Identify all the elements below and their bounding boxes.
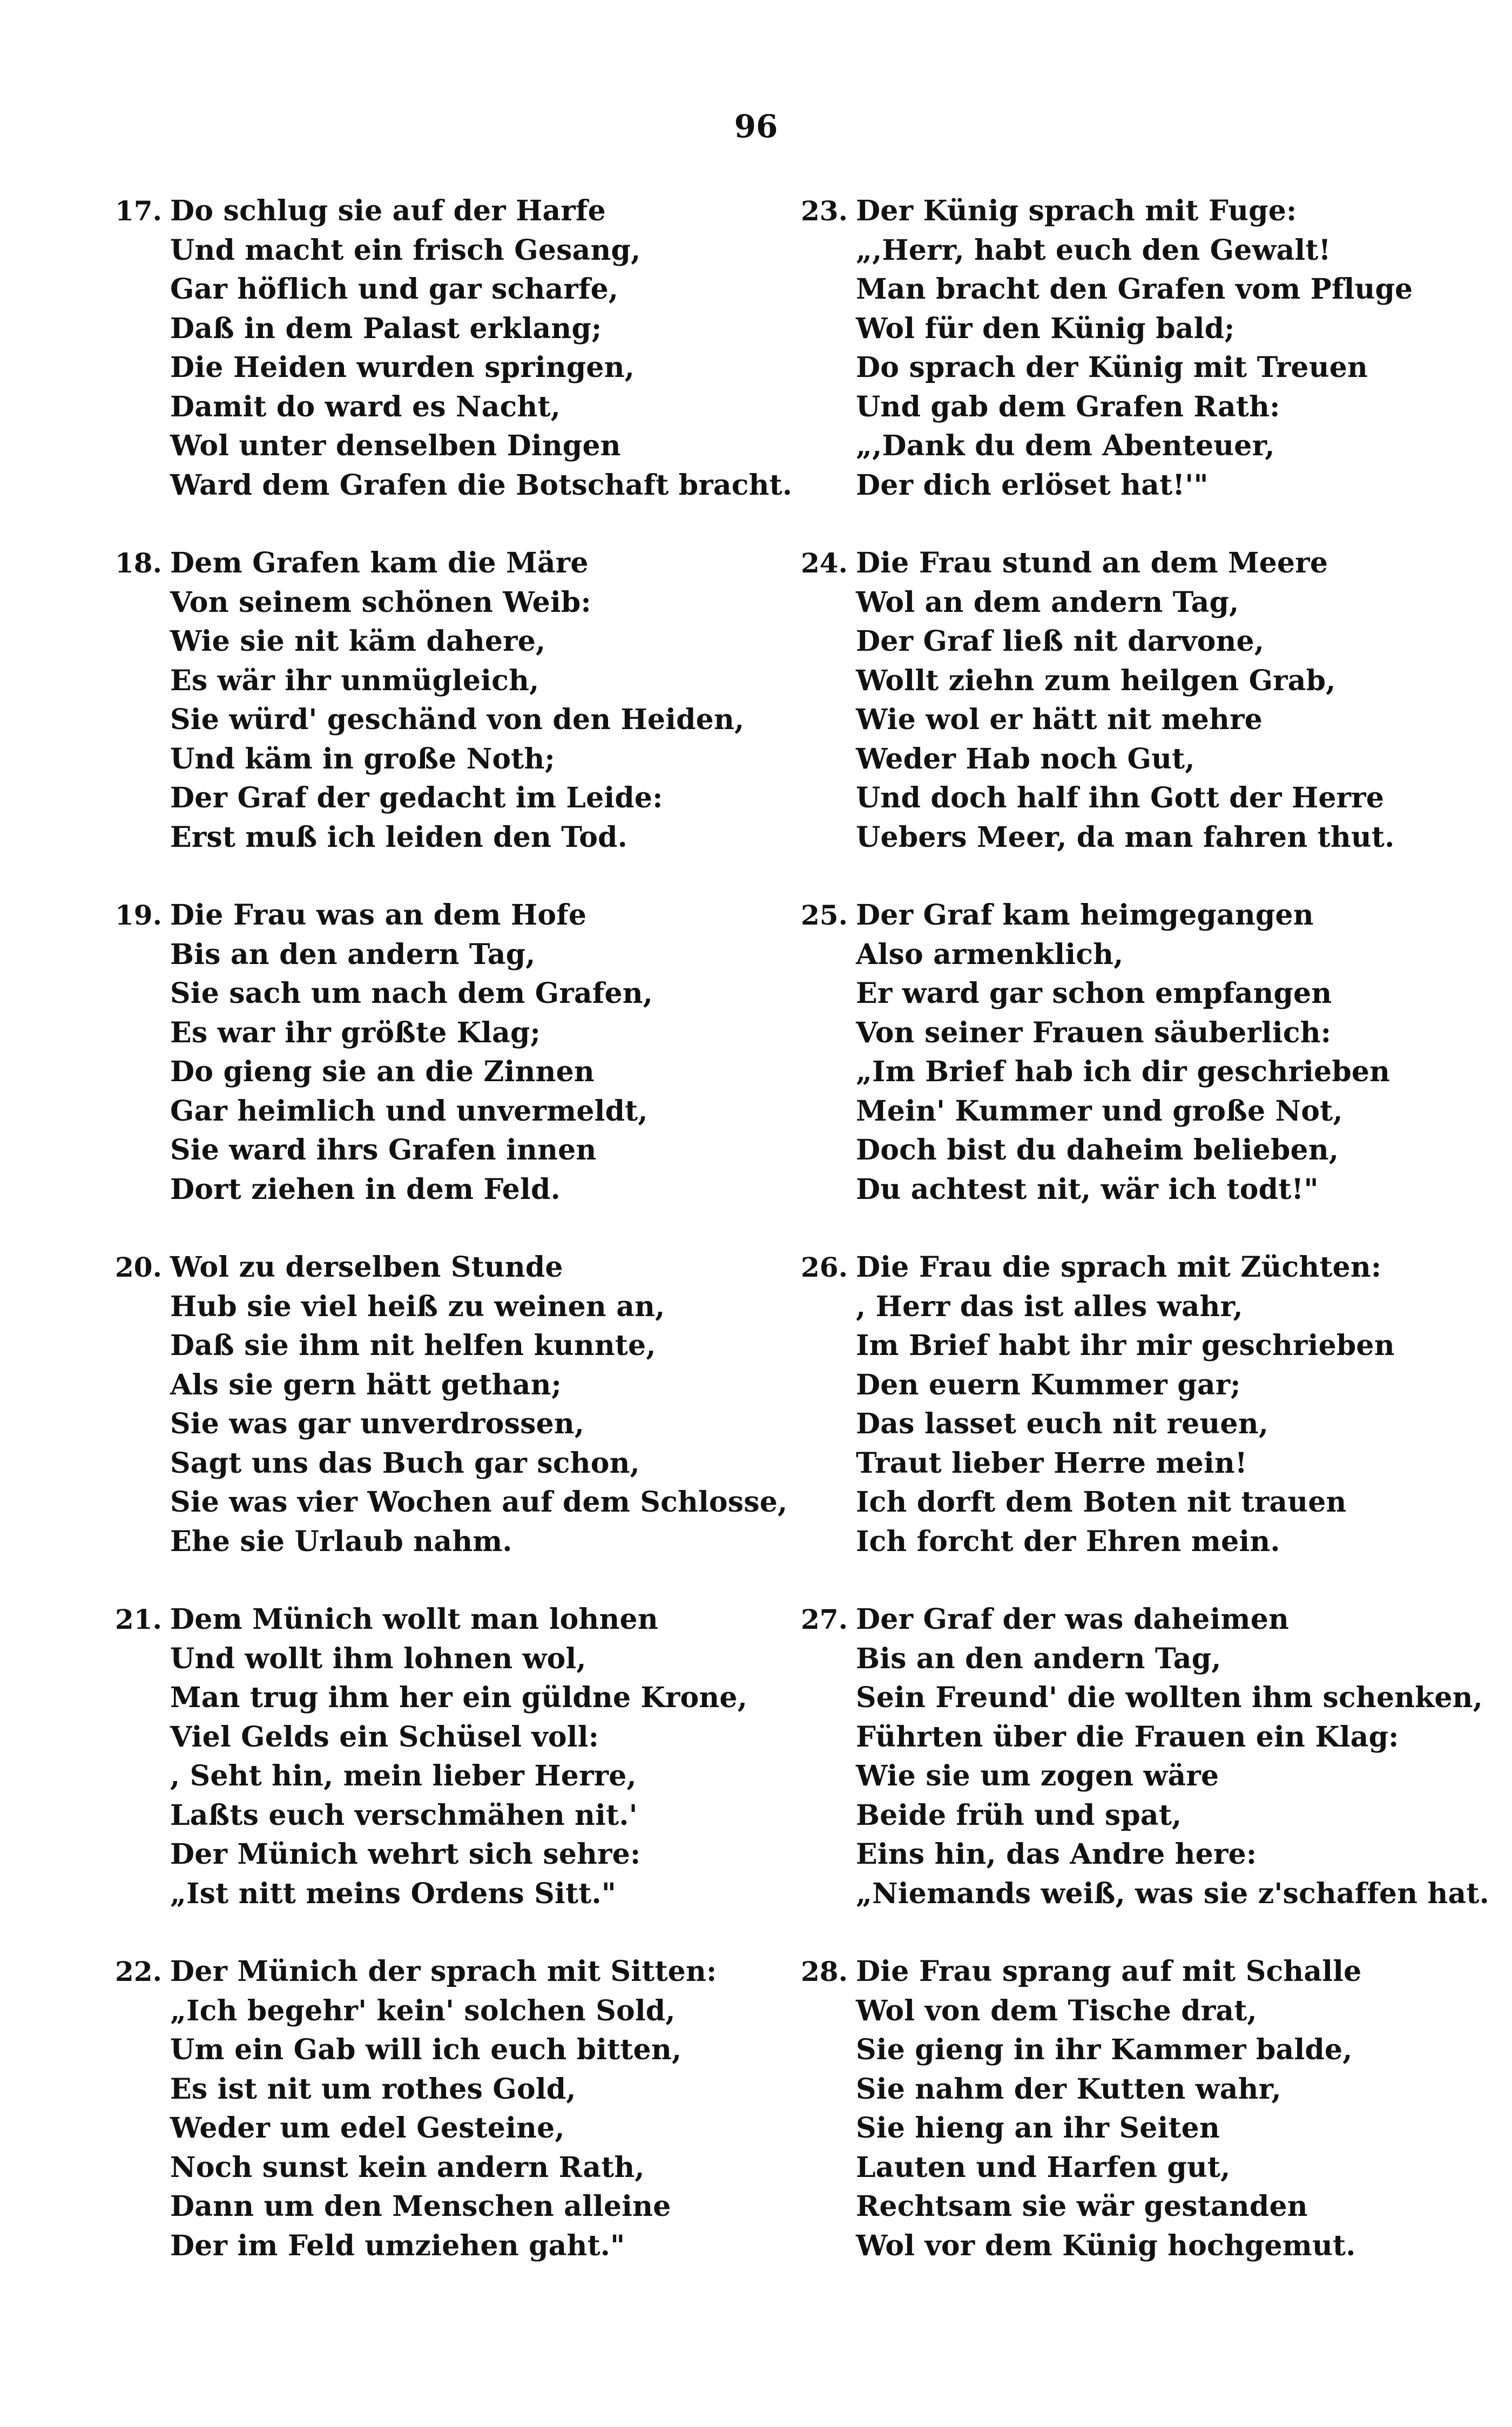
stanza-lines <box>856 1600 1489 1913</box>
verse-line: Also armenklich, <box>856 938 1124 971</box>
verse-line: „Ich begehr' kein' solchen Sold, <box>170 1994 676 2027</box>
verse-line: Traut lieber Herre mein! <box>856 1446 1247 1480</box>
verse-line: Er ward gar schon empfangen <box>856 977 1332 1010</box>
verse-line: Wol für den Künig bald; <box>856 312 1235 345</box>
verse-line: „Im Brief hab ich dir geschrieben <box>856 1055 1390 1088</box>
verse-line: Uebers Meer, da man fahren thut. <box>856 820 1395 854</box>
verse-line: Führten über die Frauen ein Klag: <box>856 1720 1399 1754</box>
verse-line: Weder Hab noch Gut, <box>856 742 1195 776</box>
stanza-lines <box>170 1952 717 2266</box>
stanza-number: 22. <box>115 1956 162 1987</box>
verse-line: „,Dank du dem Abenteuer, <box>856 429 1275 462</box>
verse-line: Sie würd' geschänd von den Heiden, <box>170 703 745 736</box>
verse-line: Die Frau stund an dem Meere <box>856 547 1328 579</box>
verse-line: Bis an den andern Tag, <box>856 1642 1221 1675</box>
right-column <box>788 192 1489 2304</box>
verse-line: Wol zu derselben Stunde <box>170 1251 563 1284</box>
verse-line: Die Frau die sprach mit Züchten: <box>856 1251 1382 1284</box>
stanza <box>788 1248 1426 1561</box>
stanza <box>103 1600 748 1913</box>
verse-line: Dann um den Menschen alleine <box>170 2190 671 2223</box>
verse-line: Der Münich der sprach mit Sitten: <box>170 1955 717 1988</box>
stanza-number: 17. <box>115 195 162 227</box>
stanza-number: 19. <box>115 899 162 931</box>
stanza-lines <box>170 1248 787 1561</box>
verse-line: Wie wol er hätt nit mehre <box>856 703 1263 736</box>
verse-line: Hub sie viel heiß zu weinen an, <box>170 1290 665 1323</box>
stanza-number: 27. <box>801 1603 848 1635</box>
verse-line: Im Brief habt ihr mir geschrieben <box>856 1329 1395 1362</box>
verse-line: Es wär ihr unmügleich, <box>170 664 539 697</box>
verse-line: Das lasset euch nit reuen, <box>856 1407 1268 1440</box>
verse-line: Von seiner Frauen säuberlich: <box>856 1016 1332 1049</box>
page-number: 96 <box>734 108 778 145</box>
verse-line: Dem Grafen kam die Märe <box>170 547 589 579</box>
stanza <box>103 192 793 505</box>
stanza-lines <box>856 1952 1361 2266</box>
stanza-lines <box>170 1600 747 1913</box>
verse-line: Und macht ein frisch Gesang, <box>170 233 641 267</box>
verse-line: Du achtest nit, wär ich todt!" <box>856 1172 1319 1206</box>
stanza-number: 26. <box>801 1251 848 1283</box>
stanza-lines <box>856 896 1390 1209</box>
verse-line: Do sprach der Künig mit Treuen <box>856 351 1368 384</box>
verse-line: Beide früh und spat, <box>856 1798 1182 1832</box>
stanza-number: 28. <box>801 1956 848 1987</box>
verse-line: Ich forcht der Ehren mein. <box>856 1525 1280 1558</box>
verse-line: Der Graf der gedacht im Leide: <box>170 781 663 814</box>
verse-line: Sie nahm der Kutten wahr, <box>856 2072 1281 2106</box>
verse-line: Eins hin, das Andre here: <box>856 1838 1257 1871</box>
verse-line: Sein Freund' die wollten ihm schenken, <box>856 1681 1483 1714</box>
verse-line: Ward dem Grafen die Botschaft bracht. <box>170 468 793 502</box>
verse-line: Do schlug sie auf der Harfe <box>170 194 606 227</box>
verse-line: Wol von dem Tische drat, <box>856 1994 1257 2027</box>
stanza-number: 20. <box>115 1251 162 1283</box>
verse-line: Und käm in große Noth; <box>170 742 555 776</box>
stanza-lines <box>170 192 792 505</box>
verse-line: Rechtsam sie wär gestanden <box>856 2190 1308 2223</box>
verse-line: „Niemands weiß, was sie z'schaffen hat. <box>856 1877 1489 1910</box>
verse-line: Laßts euch verschmähen nit.' <box>170 1798 638 1832</box>
verse-line: Von seinem schönen Weib: <box>170 585 591 619</box>
verse-line: Um ein Gab will ich euch bitten, <box>170 2033 682 2066</box>
verse-line: Sie ward ihrs Grafen innen <box>170 1134 597 1167</box>
verse-line: Die Frau was an dem Hofe <box>170 899 587 932</box>
verse-line: Und doch half ihn Gott der Herre <box>856 781 1385 814</box>
verse-line: Damit do ward es Nacht, <box>170 390 561 423</box>
verse-line: Sie hieng an ihr Seiten <box>856 2112 1220 2145</box>
verse-line: , Seht hin, mein lieber Herre, <box>170 1759 637 1792</box>
verse-line: Dem Münich wollt man lohnen <box>170 1603 658 1636</box>
stanza-number: 24. <box>801 547 848 579</box>
verse-line: Man trug ihm her ein güldne Krone, <box>170 1681 748 1714</box>
stanza <box>103 544 745 857</box>
verse-line: Es war ihr größte Klag; <box>170 1016 541 1049</box>
stanza-lines <box>170 544 744 857</box>
verse-line: Die Frau sprang auf mit Schalle <box>856 1955 1362 1988</box>
left-column <box>103 192 793 2304</box>
verse-line: Doch bist du daheim belieben, <box>856 1134 1339 1167</box>
verse-line: , Herr das ist alles wahr, <box>856 1290 1243 1323</box>
verse-line: Als sie gern hätt gethan; <box>170 1368 562 1401</box>
verse-line: Gar heimlich und unvermeldt, <box>170 1094 648 1128</box>
verse-line: Sagt uns das Buch gar schon, <box>170 1446 640 1480</box>
verse-line: Ehe sie Urlaub nahm. <box>170 1525 512 1558</box>
stanza-lines <box>856 1248 1395 1561</box>
verse-line: Gar höflich und gar scharfe, <box>170 273 619 306</box>
verse-line: Sie gieng in ihr Kammer balde, <box>856 2033 1353 2066</box>
stanza <box>788 896 1426 1209</box>
stanza <box>788 192 1426 505</box>
verse-line: Und wollt ihm lohnen wol, <box>170 1642 586 1675</box>
verse-line: Viel Gelds ein Schüsel voll: <box>170 1720 599 1754</box>
verse-line: Es ist nit um rothes Gold, <box>170 2072 576 2106</box>
verse-line: Bis an den andern Tag, <box>170 938 536 971</box>
verse-line: Dort ziehen in dem Feld. <box>170 1172 561 1206</box>
verse-line: Man bracht den Grafen vom Pfluge <box>856 273 1413 306</box>
verse-line: Do gieng sie an die Zinnen <box>170 1055 595 1088</box>
stanza-number: 18. <box>115 547 162 579</box>
verse-line: Der Graf der was daheimen <box>856 1603 1290 1636</box>
verse-line: Erst muß ich leiden den Tod. <box>170 820 627 854</box>
verse-line: Sie was gar unverdrossen, <box>170 1407 585 1440</box>
verse-line: Noch sunst kein andern Rath, <box>170 2150 645 2184</box>
verse-line: Wol vor dem Künig hochgemut. <box>856 2229 1356 2262</box>
stanza-number: 21. <box>115 1603 162 1635</box>
verse-line: Der Künig sprach mit Fuge: <box>856 194 1297 227</box>
stanza <box>103 1952 740 2266</box>
verse-line: Der Münich wehrt sich sehre: <box>170 1838 641 1871</box>
stanza-number: 25. <box>801 899 848 931</box>
stanza-lines <box>170 896 653 1209</box>
verse-line: Sie sach um nach dem Grafen, <box>170 977 653 1010</box>
stanza <box>788 1600 1489 1913</box>
verse-line: Die Heiden wurden springen, <box>170 351 635 384</box>
stanza-lines <box>856 544 1394 857</box>
verse-line: Daß in dem Palast erklang; <box>170 312 602 345</box>
verse-line: Wie sie um zogen wäre <box>856 1759 1219 1792</box>
verse-line: Der im Feld umziehen gaht." <box>170 2229 625 2262</box>
verse-line: Daß sie ihm nit helfen kunnte, <box>170 1329 656 1362</box>
verse-line: Weder um edel Gesteine, <box>170 2112 565 2145</box>
verse-line: Und gab dem Grafen Rath: <box>856 390 1280 423</box>
stanza <box>788 544 1426 857</box>
verse-line: Wol an dem andern Tag, <box>856 585 1239 619</box>
stanza <box>103 896 740 1209</box>
stanza <box>788 1952 1426 2266</box>
verse-line: Sie was vier Wochen auf dem Schlosse, <box>170 1486 788 1519</box>
verse-line: Der Graf kam heimgegangen <box>856 899 1314 932</box>
verse-line: Den euern Kummer gar; <box>856 1368 1241 1401</box>
verse-line: Ich dorft dem Boten nit trauen <box>856 1486 1347 1519</box>
verse-line: „Ist nitt meins Ordens Sitt." <box>170 1877 617 1910</box>
stanza-lines <box>856 192 1413 505</box>
verse-line: Der dich erlöset hat!'" <box>856 468 1209 502</box>
stanza-number: 23. <box>801 195 848 227</box>
verse-line: Wol unter denselben Dingen <box>170 429 621 462</box>
verse-line: Mein' Kummer und große Not, <box>856 1094 1343 1128</box>
verse-line: Der Graf ließ nit darvone, <box>856 625 1265 658</box>
verse-line: Lauten und Harfen gut, <box>856 2150 1231 2184</box>
verse-line: „,Herr, habt euch den Gewalt! <box>856 233 1331 267</box>
stanza <box>103 1248 788 1561</box>
verse-line: Wie sie nit käm dahere, <box>170 625 546 658</box>
verse-line: Wollt ziehn zum heilgen Grab, <box>856 664 1336 697</box>
